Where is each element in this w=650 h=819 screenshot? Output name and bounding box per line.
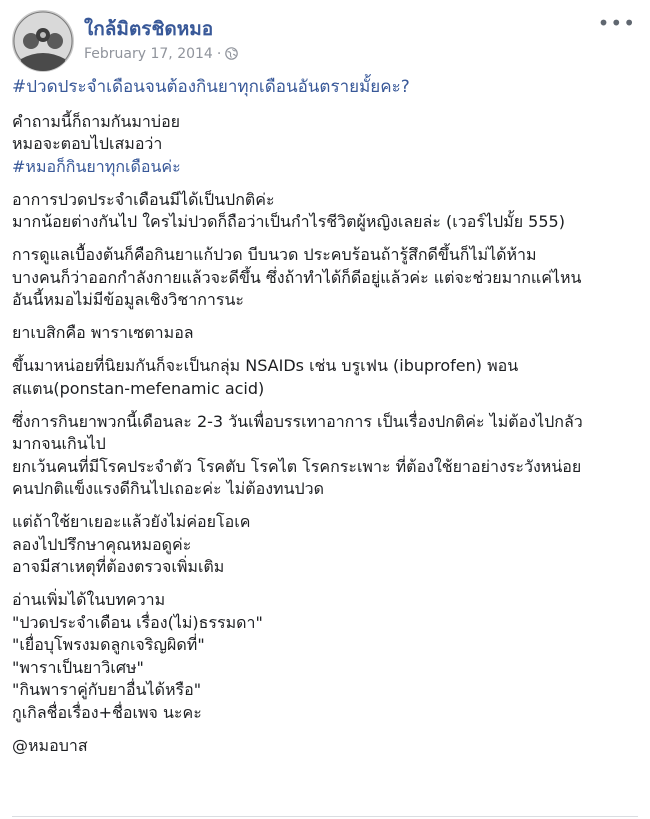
paragraph-1 bbox=[12, 111, 638, 179]
headline-hashtag[interactable]: #ปวดประจำเดือนจนต้องกินยาทุกเดือนอันตรายมั้ยคะ? bbox=[12, 77, 410, 97]
post-date[interactable]: February 17, 2014 bbox=[84, 46, 213, 62]
paragraph-2 bbox=[12, 189, 638, 234]
globe-icon[interactable] bbox=[225, 47, 238, 64]
text-line: มากจนเกินไป bbox=[12, 434, 106, 453]
text-line: อ่านเพิ่มได้ในบทความ bbox=[12, 590, 166, 609]
text-line: "เยื่อบุโพรงมดลูกเจริญผิดที่" bbox=[12, 635, 205, 654]
text-line: หมอจะตอบไปเสมอว่า bbox=[12, 134, 163, 153]
paragraph-7 bbox=[12, 511, 638, 579]
text-line: คนปกติแข็งแรงดีกินไปเถอะค่ะ ไม่ต้องทนปวด bbox=[12, 479, 325, 498]
page-avatar[interactable] bbox=[12, 10, 74, 72]
avatar-illustration bbox=[13, 11, 73, 71]
text-line: คำถามนี้ก็ถามกันมาบ่อย bbox=[12, 111, 181, 131]
post-header bbox=[12, 10, 640, 70]
text-line: อาการปวดประจำเดือนมีได้เป็นปกติค่ะ bbox=[12, 189, 275, 209]
text-line: "ปวดประจำเดือน เรื่อง(ไม่)ธรรมดา" bbox=[12, 612, 263, 632]
more-options-icon[interactable]: ••• bbox=[597, 11, 636, 35]
paragraph-4 bbox=[12, 322, 638, 345]
text-line: ลองไปปรึกษาคุณหมอดูค่ะ bbox=[12, 534, 192, 554]
meta-separator: · bbox=[216, 46, 222, 62]
text-line: อาจมีสาเหตุที่ต้องตรวจเพิ่มเติม bbox=[12, 557, 225, 576]
divider bbox=[12, 816, 638, 817]
page-name-link[interactable]: ใกล้มิตรชิดหมอ bbox=[84, 18, 214, 40]
text-line: สแตน(ponstan-mefenamic acid) bbox=[12, 378, 265, 398]
paragraph-3 bbox=[12, 244, 638, 312]
paragraph-8 bbox=[12, 589, 638, 724]
hashtag-link[interactable]: #หมอก็กินยาทุกเดือนค่ะ bbox=[12, 156, 181, 176]
text-line: ยกเว้นคนที่มีโรคประจำตัว โรคตับ โรคไต โรคกระเพาะ ที่ต้องใช้ยาอย่างระวังหน่อย bbox=[12, 456, 582, 476]
post-meta bbox=[84, 46, 238, 64]
paragraph-5 bbox=[12, 355, 638, 400]
text-line: ยาเบสิกคือ พาราเซตามอล bbox=[12, 323, 194, 342]
paragraph-6 bbox=[12, 411, 638, 501]
text-line: ซึ่งการกินยาพวกนี้เดือนละ 2-3 วันเพื่อบรรเทาอาการ เป็นเรื่องปกติค่ะ ไม่ต้องไปกลัว bbox=[12, 411, 583, 431]
text-line: กูเกิลชื่อเรื่อง+ชื่อเพจ นะคะ bbox=[12, 702, 202, 722]
text-line: การดูแลเบื้องต้นก็คือกินยาแก้ปวด บีบนวด ประคบร้อนถ้ารู้สึกดีขึ้นก็ไม่ได้ห้าม bbox=[12, 245, 537, 264]
text-line: ขึ้นมาหน่อยที่นิยมกันก็จะเป็นกลุ่ม NSAIDs เช่น บรูเฟน (ibuprofen) พอน bbox=[12, 356, 519, 375]
text-line: บางคนก็ว่าออกกำลังกายแล้วจะดีขึ้น ซึ่งถ้าทำได้ก็ดีอยู่แล้วค่ะ แต่จะช่วยมากแค่ไหน bbox=[12, 267, 582, 287]
post-body bbox=[12, 76, 638, 768]
text-line: แต่ถ้าใช้ยาเยอะแล้วยังไม่ค่อยโอเค bbox=[12, 512, 251, 531]
text-line: "กินพาราคู่กับยาอื่นได้หรือ" bbox=[12, 680, 202, 699]
text-line: มากน้อยต่างกันไป ใครไม่ปวดก็ถือว่าเป็นกำไรชีวิตผู้หญิงเลยล่ะ (เวอร์ไปมั้ย 555) bbox=[12, 212, 565, 231]
paragraph-9 bbox=[12, 735, 638, 758]
text-line: อันนี้หมอไม่มีข้อมูลเชิงวิชาการนะ bbox=[12, 290, 244, 309]
text-line: "พาราเป็นยาวิเศษ" bbox=[12, 657, 144, 677]
author-signature: @หมอบาส bbox=[12, 735, 88, 755]
